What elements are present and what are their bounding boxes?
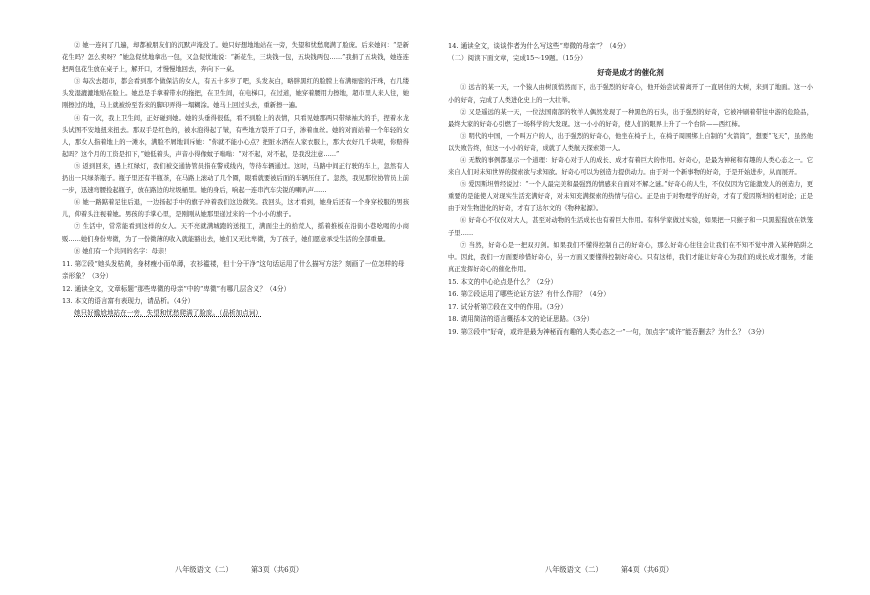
r-paragraph-1: ① 远古的某一天，一个猿人由树顶悄然而下，出于强烈的好奇心，他开始尝试着离开了一直居住的大树，来到了地面。这一小小的好奇，完成了人类进化史上的一大壮举。 bbox=[448, 84, 813, 104]
r-paragraph-7: ⑦ 当然，好奇心是一把双刃剑。如果我们不懂得控制自己的好奇心，那么好奇心往往会让我们在不知不觉中滑入某种陷阱之中。因此，我们一方面要珍惜好奇心，另一方面又要懂得控制好奇心。只有这样，我们才能让好奇心为我们的成长成才服务，才能真正发挥好奇心的催化作用。 bbox=[448, 241, 813, 273]
r-paragraph-5: ⑤ 爱因斯坦曾经说过：“一个人最完美和最强烈的情感来自面对不解之谜。”好奇心的人生，不仅仅因为它能激发人的创造力，更重要的是能使人对现实生活充满好奇，对未知充满探索的热情与信心。正是由于对物理学的好奇，才有了爱因斯坦的相对论；正是由于对生物进化的好奇，才有了达尔文的《物种起源》。 bbox=[448, 181, 813, 213]
right-text-column bbox=[448, 40, 813, 338]
right-footer bbox=[545, 565, 725, 575]
footer-page: 第4页（共6页） bbox=[620, 565, 674, 574]
question-13: 13. 本文的语言富有表现力，请品析。（4分） bbox=[62, 296, 195, 305]
paragraph-2: ② 她一连问了几遍，却都被朋友们的沉默声淹没了。她只好想地地站在一旁，失望和忧愁爬满了脸庞。后来她问：“是新花生吗？怎么卖呀？”她急促忧地拿出一包，又急促忧地说：“新花生，三块钱一包，五块钱两包……”我捐了五块钱，她连连把两包花生放在桌子上，解开口，才慢慢地回去，奔向下一桌。 bbox=[62, 42, 409, 74]
footer-subject: 八年级语文（二） bbox=[545, 565, 603, 574]
quote-line: 她只好尴尬地站在一旁，失望和忧愁爬满了脸庞。（品析加点词） bbox=[74, 309, 262, 318]
question-15: 15. 本文的中心论点是什么？（2分） bbox=[448, 277, 558, 286]
question-11: 11. 第②段“她头发枯黄，身材瘦小而单薄，衣衫褴褛，但十分干净”这句话运用了什么描写方法？刻画了一位怎样的母亲形象？（3分） bbox=[62, 259, 405, 281]
question-14: 14. 通读全文，谈谈作者为什么写这些“卑微的母亲”？（4分） bbox=[448, 42, 630, 50]
r-paragraph-6: ⑥ 好奇心不仅仅对大人，甚至对动物的生活成长也有着巨大作用。有科学家做过实验，如果把一只猴子和一只黑猩猩放在铁笼子里…… bbox=[448, 217, 813, 237]
footer-subject: 八年级语文（二） bbox=[175, 565, 233, 574]
paragraph-5: ⑤ 返到回来，遇上红绿灯，我们被交通协管员指在警戒线内，等待车辆通过。这时，马路中间正行驶的车上，忽然有人扔出一只绿茶瓶子。瓶子里还有半瓶茶，在马路上滚动了几个圈，眼看就要被后面的车辆压住了。忽然，我见那位协管员上前一步，迅速弯腰捡起瓶子，放在路边的垃圾桶里。她的身后，响起一连串汽车尖锐的喇叭声…… bbox=[62, 162, 409, 195]
question-17: 17. 试分析第⑦段在文中的作用。（3分） bbox=[448, 302, 567, 311]
section-heading: （二）阅读下面文章，完成15～19题。（15分） bbox=[448, 54, 587, 63]
right-page bbox=[435, 0, 870, 595]
question-19: 19. 第③段中“好奇，或许是最为神秘而有趣的人类心态之一”一句，加点字“或许”能否删去？为什么？（3分） bbox=[448, 327, 769, 336]
question-18: 18. 请用简洁的语言概括本文的论证思路。（3分） bbox=[448, 315, 594, 324]
r-paragraph-3: ③ 明代的中国，一个叫万户的人，出于强烈的好奇心，他坐在椅子上，在椅子周围绑上自制的“火箭筒”，想要“飞天”，虽然他以失败告终，但这一小小的好奇，成就了人类航天探索第一人。 bbox=[448, 132, 813, 152]
paragraph-3: ③ 每次去超市，都会看到那个做保洁的女人，有五十多岁了吧，头发灰白，略胖黑红的脸膛上布满细密的汗珠，右几缕头发湿漉漉地贴在脸上。她总是手拿着带水的拖把，在卫生间，在电梯口，在过道，她穿着腰用力擦地，超市里人来人往，她刚擦过的地，马上就被纷至沓来的脚印弄得一塌糊涂。她马上回过头去，重新擦一遍。 bbox=[62, 78, 409, 110]
paragraph-6: ⑥ 她一路踮着足往后退，一边扬起手中的旗子冲着我们这边微笑。我回头，这才看到，她身后还有一个身穿校服的男孩儿，仰着头注视着她。男孩的手掌心里，是刚刚从她那里递过来的一个小小的旗子。 bbox=[62, 199, 409, 219]
article-title: 好奇是成才的催化剂 bbox=[597, 68, 664, 78]
r-paragraph-4: ④ 无数的事例都显示一个道理：好奇心对于人的成长、成才有着巨大的作用。好奇心，是最为神秘和有趣的人类心态之一。它来自人们对未知世界的探索欲与求知欲。好奇心可以为创造力提供动力。由于对一个新事物的好奇，于是开始进步，从而展开。 bbox=[448, 156, 813, 177]
paragraph-4: ④ 有一次，我上卫生间，正好碰到她。她的头垂得很低，看不到脸上的表情，只看见她那两只带绿袖大的手，捏着水龙头试图不安地扭来扭去。那双手是红色的，被水泡得起了皱，有些地方裂开了口子，渗着血丝。她的对面站着一个年轻的女人，那女人指着地上的一滩水，满脸不屑地训斥她：“你就不能小心点？把脏水洒在人家衣服上，那大衣好几千块呢，你赔得起吗？这个月的工资是扣下，”她低着头，声音小得像蚊子嗡嗡：“对不起，对不起，是我没注意……” bbox=[62, 114, 409, 158]
paragraph-8: ⑧ 她们有一个共同的名字：母亲！ bbox=[74, 247, 171, 255]
question-12: 12. 通读全文，文章标题“那些卑微的母亲”中的“卑微”有哪几层含义？（4分） bbox=[62, 284, 291, 293]
footer-page: 第3页（共6页） bbox=[250, 565, 304, 574]
question-16: 16. 第②段运用了哪些论证方法？有什么作用？（4分） bbox=[448, 290, 610, 299]
r-paragraph-2: ② 又是遥远的某一天，一位法国南部的牧羊人偶然发现了一种黑色的石头，出于强烈的好奇，它被冲刷着带往中游的危险品，最终大家的好奇心引燃了一场科学的大发现。这一小小的好奇，使人们的眼界上升了一个台阶——西红柿。 bbox=[448, 108, 813, 128]
left-text-column bbox=[62, 40, 409, 320]
paragraph-7: ⑦ 生活中，常常能看到这样的女人。天不亮就满城跑的送报工，满面尘土的拾荒人，摇着推板在沿街小巷吆喝的小商贩……她们身份卑微，为了一份微薄的收入就能豁出去，她们又无比卑微，为了孩子，她们愿意承受生活的全部重量。 bbox=[62, 223, 409, 243]
left-footer bbox=[175, 565, 355, 575]
